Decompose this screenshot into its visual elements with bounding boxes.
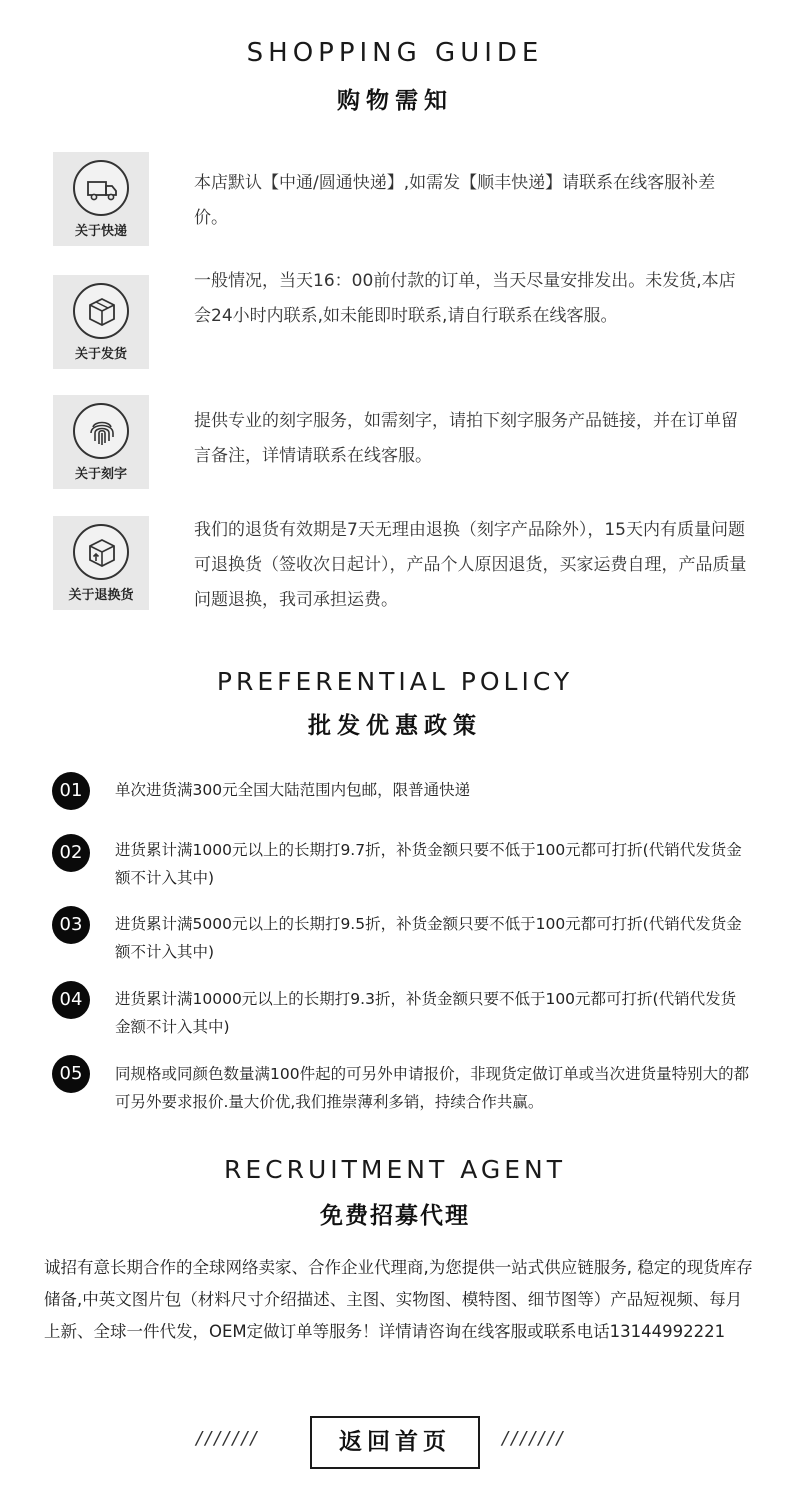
recruitment-text: 诚招有意长期合作的全球网络卖家、合作企业代理商,为您提供一站式供应链服务, 稳定的现货库存储备,中英文图片包（材料尺寸介绍描述、主图、实物图、模特图、细节图等）产品短视频、每月上新、全球一件代发，OEM定做订单等服务！详情请咨询在线客服或联系电话13144992221 <box>44 1258 753 1341</box>
policy-item-text: 进货累计满10000元以上的长期打9.3折，补货金额只要不低于100元都可打折(代销代发货金额不计入其中) <box>115 990 737 1036</box>
decorative-slashes-right: /////// <box>502 1428 566 1449</box>
policy-title-en: PREFERENTIAL POLICY <box>216 667 574 696</box>
guide-label: 关于快递 <box>74 224 127 239</box>
decorative-slashes-left: /////// <box>196 1428 260 1449</box>
recruitment-title-cn: 免费招募代理 <box>320 1203 470 1229</box>
guide-label: 关于发货 <box>74 347 127 362</box>
policy-number-badge: 01 <box>52 772 90 810</box>
guide-text: 本店默认【中通/圆通快递】,如需发【顺丰快递】请联系在线客服补差价。 <box>194 173 716 228</box>
guide-item-delivery <box>53 152 149 246</box>
policy-number-badge: 02 <box>52 834 90 872</box>
back-to-home-button[interactable]: 返回首页 <box>310 1416 480 1469</box>
policy-number-badge: 05 <box>52 1055 90 1093</box>
fingerprint-icon <box>83 413 121 451</box>
guide-text: 一般情况，当天16：00前付款的订单，当天尽量安排发出。未发货,本店会24小时内联系,如未能即时联系,请自行联系在线客服。 <box>194 271 736 326</box>
policy-item-text: 进货累计满1000元以上的长期打9.7折，补货金额只要不低于100元都可打折(代销代发货金额不计入其中) <box>115 841 742 887</box>
guide-item-returns <box>53 516 149 610</box>
policy-item-text: 单次进货满300元全国大陆范围内包邮，限普通快递 <box>115 781 471 799</box>
return-box-icon <box>83 534 121 572</box>
shopping-guide-title-en: SHOPPING GUIDE <box>246 38 544 68</box>
policy-item-text: 同规格或同颜色数量满100件起的可另外申请报价，非现货定做订单或当次进货量特别大的都可另外要求报价.量大价优,我们推崇薄利多销，持续合作共赢。 <box>115 1065 750 1111</box>
policy-number-badge: 03 <box>52 906 90 944</box>
guide-text: 我们的退货有效期是7天无理由退换（刻字产品除外），15天内有质量问题可退换货（签收次日起计），产品个人原因退货，买家运费自理，产品质量问题退换，我司承担运费。 <box>194 520 747 610</box>
policy-title-cn: 批发优惠政策 <box>308 713 482 739</box>
policy-item-text: 进货累计满5000元以上的长期打9.5折，补货金额只要不低于100元都可打折(代销代发货金额不计入其中) <box>115 915 742 961</box>
recruitment-title-en: RECRUITMENT AGENT <box>223 1155 567 1184</box>
guide-item-engraving <box>53 395 149 489</box>
delivery-truck-icon <box>83 170 121 208</box>
guide-text: 提供专业的刻字服务，如需刻字，请拍下刻字服务产品链接，并在订单留言备注，详情请联系在线客服。 <box>194 411 738 466</box>
guide-item-shipping <box>53 275 149 369</box>
guide-label: 关于刻字 <box>74 467 127 482</box>
shopping-guide-title-cn: 购物需知 <box>337 88 453 114</box>
package-box-icon <box>83 293 121 331</box>
guide-label: 关于退换货 <box>68 588 134 603</box>
policy-number-badge: 04 <box>52 981 90 1019</box>
